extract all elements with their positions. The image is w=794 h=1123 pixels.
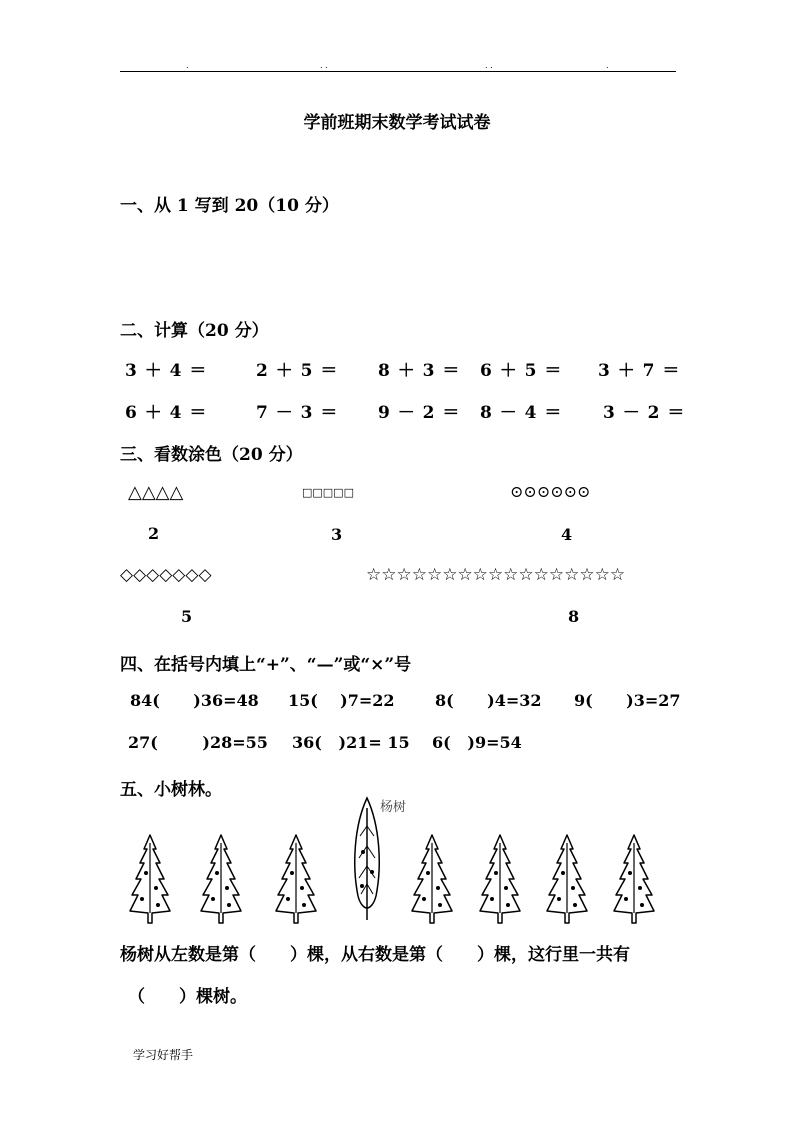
equation: 3 ＋ 7 ＝ bbox=[598, 361, 681, 381]
section4-heading: 四、在括号内填上“+”、“—”或“×”号 bbox=[120, 655, 412, 675]
pine-tree-icon bbox=[274, 833, 318, 925]
page-title: 学前班期末数学考试试卷 bbox=[303, 113, 491, 133]
pine-tree-icon bbox=[128, 833, 172, 925]
equation: 3 － 2 ＝ bbox=[603, 403, 686, 423]
header-dot: . . bbox=[485, 61, 493, 70]
equation: 6 ＋ 4 ＝ bbox=[125, 403, 208, 423]
equation: 9 － 2 ＝ bbox=[378, 403, 461, 423]
circle-dot-group: ⊙⊙⊙⊙⊙⊙ bbox=[510, 482, 591, 501]
question-line-2: （ ）棵树。 bbox=[128, 987, 247, 1007]
header-dot: . bbox=[606, 61, 609, 70]
equation: 3 ＋ 4 ＝ bbox=[125, 361, 208, 381]
diamond-group: ◇◇◇◇◇◇◇ bbox=[120, 565, 212, 585]
equation: 7 － 3 ＝ bbox=[256, 403, 339, 423]
color-count: 8 bbox=[568, 607, 580, 626]
section5-heading: 五、小树林。 bbox=[120, 780, 222, 800]
header-dot: . . bbox=[320, 61, 328, 70]
fill-equation: 84( )36=48 bbox=[130, 691, 259, 710]
header-dot: . bbox=[186, 61, 189, 70]
color-count: 5 bbox=[181, 607, 193, 626]
fill-equation: 8( )4=32 bbox=[435, 691, 542, 710]
pine-tree-icon bbox=[612, 833, 656, 925]
pine-tree-icon bbox=[545, 833, 589, 925]
fill-equation: 15( )7=22 bbox=[288, 691, 395, 710]
fill-equation: 9( )3=27 bbox=[574, 691, 681, 710]
equation: 2 ＋ 5 ＝ bbox=[256, 361, 339, 381]
star-group: ☆☆☆☆☆☆☆☆☆☆☆☆☆☆☆☆☆ bbox=[366, 565, 626, 585]
pine-tree-icon bbox=[410, 833, 454, 925]
fill-equation: 27( )28=55 bbox=[128, 733, 268, 752]
section2-heading: 二、计算（20 分） bbox=[120, 321, 269, 341]
poplar-label: 杨树 bbox=[380, 800, 407, 815]
color-count: 2 bbox=[148, 524, 160, 543]
section1-heading: 一、从 1 写到 20（10 分） bbox=[120, 196, 339, 216]
fill-equation: 36( )21= 15 bbox=[292, 733, 410, 752]
triangle-group: △△△△ bbox=[128, 482, 184, 503]
equation: 8 ＋ 3 ＝ bbox=[378, 361, 461, 381]
square-group: □□□□□ bbox=[302, 486, 354, 499]
header-rule bbox=[120, 71, 676, 72]
color-count: 3 bbox=[331, 525, 343, 544]
fill-equation: 6( )9=54 bbox=[432, 733, 522, 752]
equation: 6 ＋ 5 ＝ bbox=[480, 361, 563, 381]
poplar-tree-icon bbox=[350, 796, 384, 922]
section3-heading: 三、看数涂色（20 分） bbox=[120, 445, 303, 465]
footer-text: 学习好帮手 bbox=[133, 1048, 194, 1062]
pine-tree-icon bbox=[478, 833, 522, 925]
equation: 8 － 4 ＝ bbox=[480, 403, 563, 423]
color-count: 4 bbox=[561, 525, 573, 544]
question-line-1: 杨树从左数是第（ ）棵，从右数是第（ ）棵，这行里一共有 bbox=[120, 945, 630, 965]
pine-tree-icon bbox=[199, 833, 243, 925]
